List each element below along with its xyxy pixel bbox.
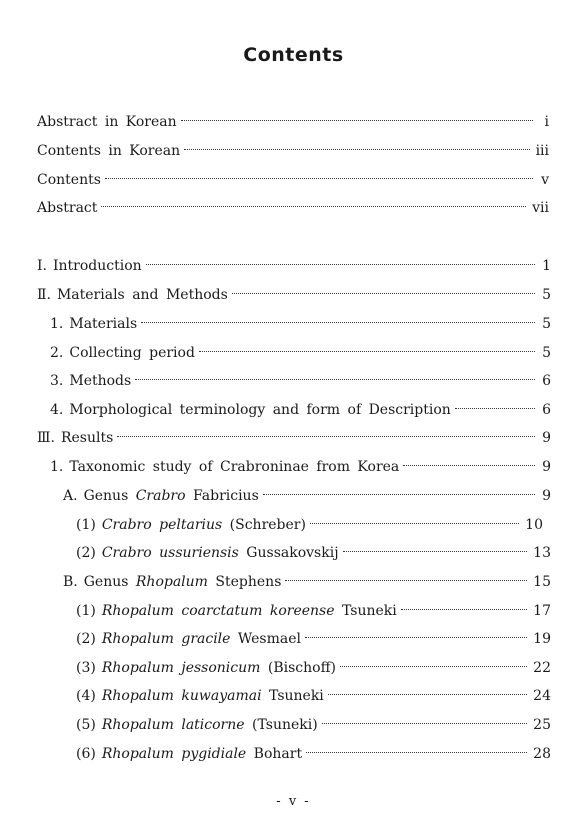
toc-entry-page-number: 17 [533,603,551,619]
toc-entry[interactable] [50,339,551,362]
dot-leader [199,339,535,357]
toc-entry-number: (5) [76,717,96,733]
toc-entry[interactable] [37,281,551,304]
toc-entry-taxon-name: Rhopalum [135,574,208,590]
toc-entry-page-number: 19 [533,631,551,647]
toc-entry-taxon-name: Crabro [135,488,186,504]
toc-entry-page-number: i [544,114,549,130]
toc-entry-page-number: 9 [542,459,551,475]
toc-entry-text: Wesmael [230,631,302,647]
toc-entry-page-number: 28 [533,746,551,762]
toc-entry-number: (4) [76,688,96,704]
dot-leader [401,597,527,615]
toc-entry-text: Collecting period [69,345,195,361]
toc-entry-text: Materials [69,316,138,332]
toc-entry-page-number: 10 [525,517,543,533]
toc-entry[interactable] [76,597,551,620]
toc-entry-title [50,344,195,362]
dot-leader [146,252,535,270]
toc-entry-number: (2) [76,545,96,561]
toc-entry-title [50,458,399,476]
toc-entry-taxon-name: Rhopalum jessonicum [101,660,261,676]
toc-entry-text: Introduction [52,258,142,274]
toc-entry[interactable] [63,482,551,505]
toc-entry-page-number: 5 [542,316,551,332]
toc-entry[interactable] [50,396,551,419]
dot-leader [305,625,527,643]
toc-entry-number: (1) [76,517,96,533]
dot-leader [455,396,535,414]
toc-entry[interactable] [37,137,549,160]
dot-leader [105,166,533,184]
toc-entry-title [37,257,142,275]
toc-entry[interactable] [37,424,551,447]
dot-leader [141,310,535,328]
dot-leader [263,482,535,500]
toc-entry[interactable] [50,367,551,390]
toc-entry-taxon-name: Rhopalum gracile [101,631,231,647]
toc-entry-text: Morphological terminology and form of Description [69,402,451,418]
toc-entry[interactable] [76,654,551,677]
toc-entry-number: (2) [76,631,96,647]
toc-entry-page-number: v [541,172,549,188]
toc-entry-title [50,372,131,390]
toc-entry-text: Genus [83,574,136,590]
dot-leader [403,453,535,471]
toc-entry-number: 2. [50,345,64,361]
toc-entry[interactable] [37,108,549,131]
toc-entry-page-number: vii [532,200,549,216]
toc-entry-title [76,630,301,648]
toc-entry-text: Stephens [207,574,282,590]
toc-entry-text: Fabricius [185,488,259,504]
toc-entry-title [63,573,281,591]
toc-entry[interactable] [76,625,551,648]
toc-entry[interactable] [37,252,551,275]
toc-entry-taxon-name: Rhopalum kuwayamai [101,688,262,704]
toc-entry-title [37,286,228,304]
toc-entry-text: Contents in Korean [37,143,181,159]
dot-leader [181,108,533,126]
dot-leader [322,711,527,729]
toc-entry-title [37,171,101,189]
toc-entry-number: Ⅲ. [37,430,55,446]
toc-entry-page-number: 6 [542,402,551,418]
toc-entry-taxon-name: Crabro ussuriensis [101,545,239,561]
toc-entry[interactable] [76,511,543,534]
toc-entry-page-number: 13 [533,545,551,561]
toc-entry-number: B. [63,574,78,590]
toc-entry-page-number: 24 [533,688,551,704]
toc-entry-title [76,659,336,677]
dot-leader [340,654,527,672]
toc-entry-page-number: 15 [533,574,551,590]
toc-entry-title [50,401,451,419]
dot-leader [328,682,527,700]
toc-entry-text: Materials and Methods [56,287,228,303]
toc-entry[interactable] [37,194,549,217]
toc-entry-title [63,487,259,505]
toc-entry[interactable] [37,166,549,189]
dot-leader [343,539,528,557]
toc-entry-title [76,716,318,734]
toc-entry-taxon-name: Rhopalum coarctatum koreense [101,603,335,619]
toc-entry-text: Abstract [37,200,98,216]
toc-entry[interactable] [50,453,551,476]
toc-entry-text: Results [60,430,114,446]
toc-entry-taxon-name: Crabro peltarius [101,517,223,533]
toc-entry-page-number: 5 [542,287,551,303]
dot-leader [184,137,529,155]
toc-entry-number: 3. [50,373,64,389]
toc-entry-text: Methods [69,373,132,389]
toc-entry-page-number: 22 [533,660,551,676]
toc-entry[interactable] [76,682,551,705]
page-title: Contents [243,44,344,66]
toc-entry-taxon-name: Rhopalum laticorne [101,717,245,733]
toc-entry-number: (3) [76,660,96,676]
toc-entry-page-number: 25 [533,717,551,733]
toc-entry-title [37,142,180,160]
toc-entry-number: (1) [76,603,96,619]
dot-leader [135,367,535,385]
toc-entry-text: Genus [83,488,136,504]
toc-entry[interactable] [76,740,551,763]
toc-entry-number: (6) [76,746,96,762]
toc-entry-text: Gussakovskij [238,545,339,561]
toc-entry[interactable] [76,539,551,562]
toc-entry-text: Contents [37,172,101,188]
toc-entry-title [76,516,306,534]
toc-entry-number: 1. [50,316,64,332]
toc-entry-text: (Bischoff) [260,660,336,676]
toc-entry-text: Bohart [246,746,303,762]
toc-entry-text: (Tsuneki) [244,717,318,733]
dot-leader [117,424,535,442]
toc-entry-text: Tsuneki [261,688,324,704]
toc-entry-page-number: 9 [542,430,551,446]
toc-entry-title [76,602,397,620]
toc-entry-number: 4. [50,402,64,418]
dot-leader [285,568,527,586]
toc-entry-page-number: 6 [542,373,551,389]
page-number-footer: - v - [276,794,311,809]
dot-leader [101,194,526,212]
toc-entry-text: (Schreber) [222,517,306,533]
toc-entry[interactable] [76,711,551,734]
toc-entry-text: Abstract in Korean [37,114,177,130]
dot-leader [306,740,527,758]
toc-entry-title [76,544,339,562]
toc-entry-page-number: 1 [542,258,551,274]
toc-entry[interactable] [50,310,551,333]
dot-leader [232,281,535,299]
toc-entry-title [76,687,324,705]
toc-entry-text: Taxonomic study of Crabroninae from Korea [69,459,400,475]
toc-entry-number: Ⅰ. [37,258,47,274]
toc-entry-title [76,745,302,763]
toc-entry-taxon-name: Rhopalum pygidiale [101,746,247,762]
toc-entry-page-number: iii [535,143,549,159]
toc-entry-number: Ⅱ. [37,287,51,303]
toc-entry-text: Tsuneki [334,603,397,619]
toc-entry-title [50,315,137,333]
toc-entry-title [37,199,97,217]
toc-entry-title [37,113,177,131]
dot-leader [310,511,519,529]
toc-entry[interactable] [63,568,551,591]
toc-entry-page-number: 9 [542,488,551,504]
toc-entry-title [37,429,113,447]
toc-entry-number: 1. [50,459,64,475]
toc-entry-page-number: 5 [542,345,551,361]
toc-entry-number: A. [63,488,78,504]
